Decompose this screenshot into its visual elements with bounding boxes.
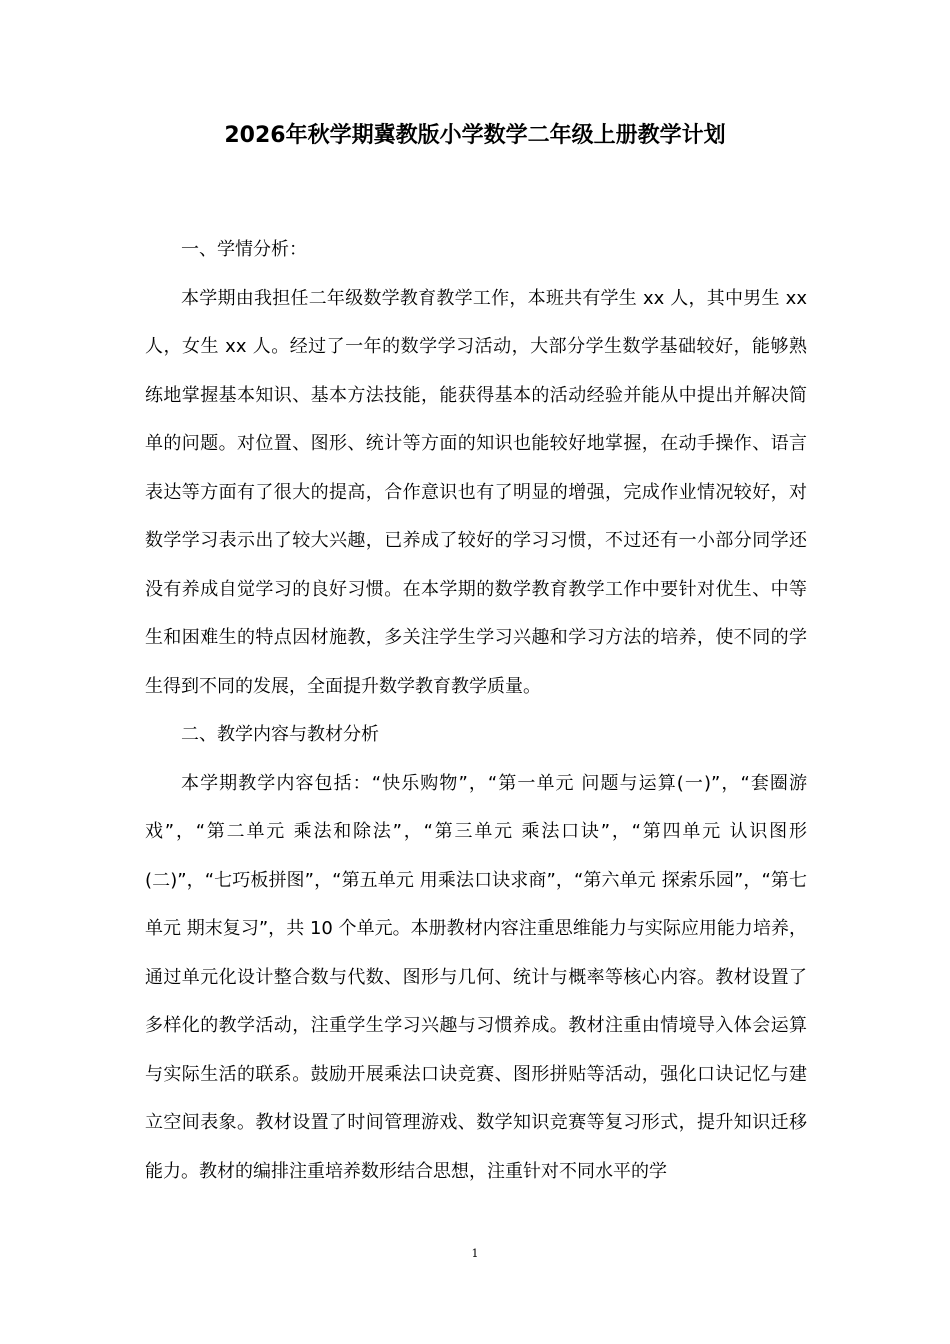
page-number: 1 bbox=[471, 1247, 479, 1260]
document-title: 2026年秋学期冀教版小学数学二年级上册教学计划 bbox=[224, 123, 726, 148]
paragraph-teaching-content: 本学期教学内容包括：“快乐购物”，“第一单元 问题与运算(一)”，“套圈游戏”，“第二单元 乘法和除法”，“第三单元 乘法口诀”，“第四单元 认识图形(二)”，“七巧板拼图”，“第五单元 用乘法口诀求商”，“第六单元 探索乐园”，“第七单元 期末复习”，共 10 个单元。本册教材内容注重思维能力与实际应用能力培养，通过单元化设计整合数与代数、图形与几何、统计与概率等核心内容。教材设置了多样化的教学活动，注重学生学习兴趣与习惯养成。教材注重由情境导入体会运算与实际生活的联系。鼓励开展乘法口诀竞赛、图形拼贴等活动，强化口诀记忆与建立空间表象。教材设置了时间管理游戏、数学知识竞赛等复习形式，提升知识迁移能力。教材的编排注重培养数形结合思想，注重针对不同水平的学 bbox=[145, 772, 807, 1182]
document-body bbox=[145, 226, 807, 1196]
section-heading-student-analysis: 一、学情分析： bbox=[181, 239, 307, 260]
section-heading-teaching-content: 二、教学内容与教材分析 bbox=[181, 724, 379, 745]
paragraph-student-analysis: 本学期由我担任二年级数学教育教学工作，本班共有学生 xx 人，其中男生 xx 人，女生 xx 人。经过了一年的数学学习活动，大部分学生数学基础较好，能够熟练地掌握基本知识、基本方法技能，能获得基本的活动经验并能从中提出并解决简单的问题。对位置、图形、统计等方面的知识也能较好地掌握，在动手操作、语言表达等方面有了很大的提高，合作意识也有了明显的增强，完成作业情况较好，对数学学习表示出了较大兴趣，已养成了较好的学习习惯，不过还有一小部分同学还没有养成自觉学习的良好习惯。在本学期的数学教育教学工作中要针对优生、中等生和困难生的特点因材施教，多关注学生学习兴趣和学习方法的培养，使不同的学生得到不同的发展，全面提升数学教育教学质量。 bbox=[145, 287, 807, 697]
